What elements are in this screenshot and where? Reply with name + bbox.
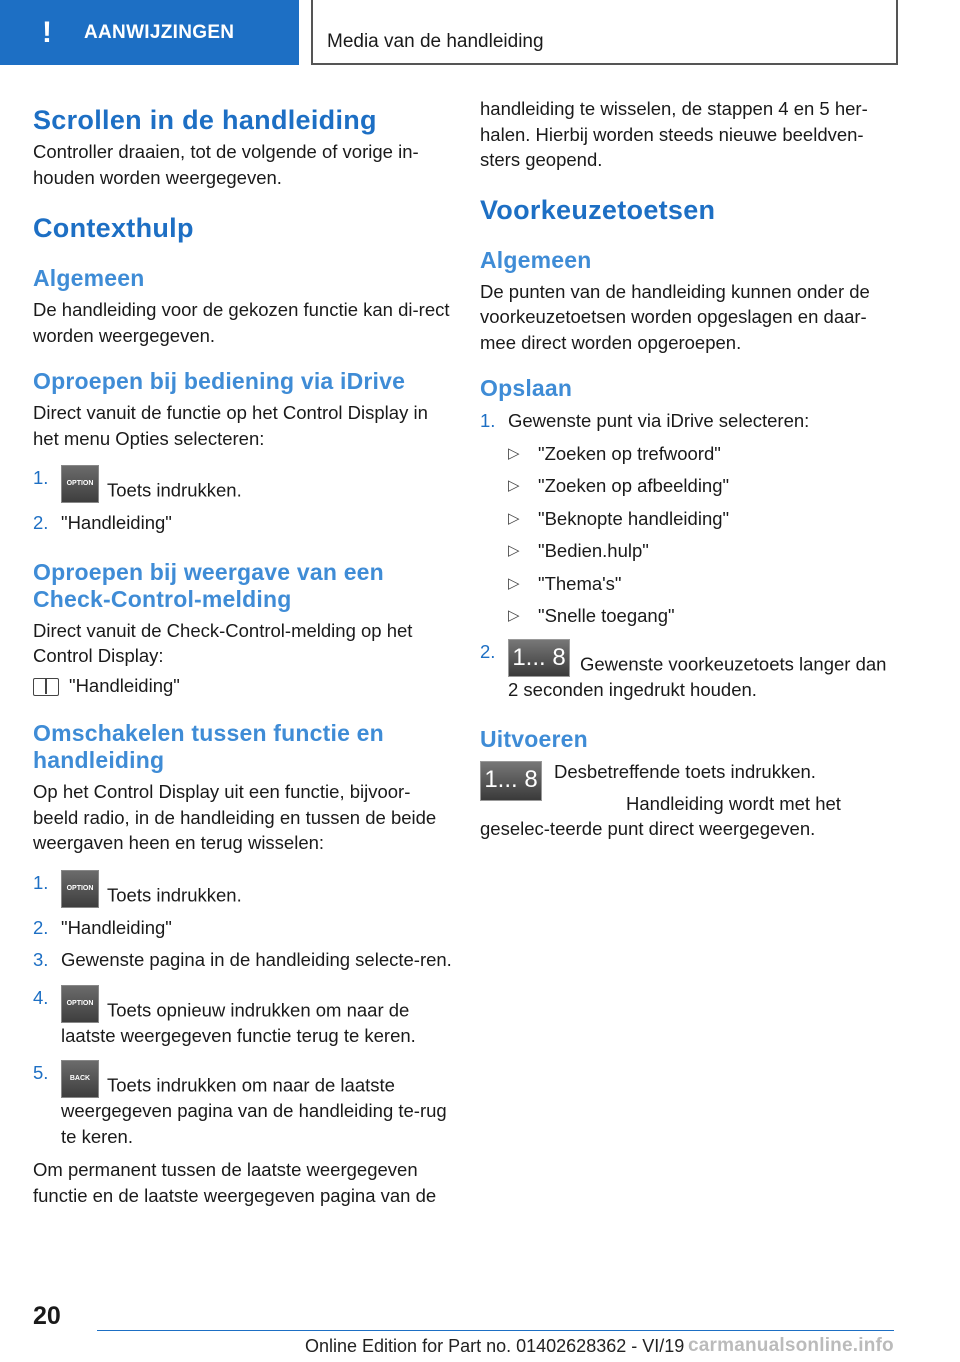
check-control-item: "Handleiding" [33, 673, 453, 699]
switch-heading: Omschakelen tussen functie en handleiding [33, 720, 384, 773]
opslaan-heading: Opslaan [480, 375, 573, 401]
idrive-heading: Oproepen bij bediening via iDrive [33, 368, 406, 394]
footer-divider [97, 1330, 894, 1331]
right-column [480, 96, 900, 842]
list-item: 1. Gewenste punt via iDrive selecteren: [480, 410, 810, 431]
uitvoeren-heading: Uitvoeren [480, 726, 588, 752]
chapter-title: Media van de handleiding [327, 31, 544, 52]
list-item: 3. Gewenste pagina in de handleiding selecte-ren. [33, 949, 452, 970]
voorkeuze-heading: Voorkeuzetoetsen [480, 194, 716, 225]
opslaan-steps [480, 408, 900, 702]
scrollen-text: Controller draaien, tot de volgende of vorige in-houden worden weergegeven. [33, 141, 419, 188]
option-button-icon: OPTION [61, 465, 99, 503]
scrollen-heading: Scrollen in de handleiding [33, 105, 377, 135]
triangle-icon: ▷ [508, 477, 520, 494]
triangle-icon: ▷ [508, 574, 520, 592]
option-button-icon: OPTION [61, 870, 99, 908]
section-tab [0, 0, 299, 65]
permanent-text: Om permanent tussen de laatste weergegeven functie en de laatste weergegeven pagina van de [33, 1159, 437, 1206]
check-control-heading: Oproepen bij weergave van een Check-Control-melding [33, 558, 384, 612]
uitvoeren-line1: Desbetreffende toets indrukken. [554, 761, 816, 782]
triangle-icon: ▷ [508, 607, 520, 624]
section-title: AANWIJZINGEN [84, 21, 235, 43]
back-button-icon: BACK [61, 1060, 99, 1098]
option-button-icon: OPTION [61, 985, 99, 1023]
warning-icon: ! [42, 15, 52, 49]
list-item: 4. OPTION Toets opnieuw indrukken om naar de laatste weergegeven functie terug te keren. [33, 986, 416, 1046]
edition-text: Online Edition for Part no. 01402628362 - VI/19 [305, 1336, 685, 1356]
algemeen-heading-right: Algemeen [480, 246, 592, 273]
page-number: 20 [33, 1302, 61, 1330]
list-item: 2. "Handleiding" [33, 916, 172, 938]
uitvoeren-line2: Handleiding wordt met het geselec-teerde punt direct weergegeven. [480, 792, 841, 839]
uitvoeren-block [480, 759, 900, 842]
list-item: 5. BACK Toets indrukken om naar de laatste weergegeven pagina van de handleiding te-rug te keren. [33, 1062, 447, 1147]
preset-keys-icon: 1... 8 [480, 761, 542, 801]
list-item: 1. OPTION Toets indrukken. [33, 465, 453, 503]
algemeen-text-right: De punten van de handleiding kunnen onder de voorkeuzetoetsen worden opgeslagen en daar-mee direct worden opgeroepen. [480, 280, 870, 353]
list-item: 1. OPTION Toets indrukken. [33, 870, 453, 908]
idrive-text: Direct vanuit de functie op het Control Display in het menu Opties selecteren: [33, 402, 428, 449]
sub-item: ▷ "Thema's" [480, 571, 900, 597]
check-control-text: Direct vanuit de Check-Control-melding op het Control Display: [33, 619, 413, 666]
idrive-steps [33, 465, 453, 536]
sub-item: ▷ "Snelle toegang" [480, 603, 900, 629]
contexthulp-heading: Contexthulp [33, 213, 194, 243]
watermark: carmanualsonline.info [688, 1335, 894, 1356]
left-column [33, 96, 453, 1208]
sub-item: ▷ "Zoeken op afbeelding" [480, 473, 900, 499]
list-item: 2. "Handleiding" [33, 512, 172, 533]
list-item: 2. 1... 8 Gewenste voorkeuzetoets langer dan 2 seconden ingedrukt houden. [480, 640, 887, 700]
preset-keys-icon: 1... 8 [508, 639, 570, 677]
triangle-icon: ▷ [508, 444, 520, 462]
continued-text: handleiding te wisselen, de stappen 4 en 5 her-halen. Hierbij worden steeds nieuwe beeldven-sters geopend. [480, 98, 868, 170]
chapter-header [311, 0, 898, 65]
algemeen-text: De handleiding voor de gekozen functie kan di-rect worden weergegeven. [33, 299, 450, 346]
switch-text: Op het Control Display uit een functie, bijvoor-beeld radio, in de handleiding en tussen de beide weergaven heen en terug wisselen: [33, 781, 437, 853]
sub-item: ▷ "Zoeken op trefwoord" [480, 441, 900, 467]
triangle-icon: ▷ [508, 542, 520, 559]
sub-item: ▷ "Beknopte handleiding" [480, 506, 900, 532]
switch-steps [33, 870, 453, 1150]
book-icon [33, 678, 59, 696]
triangle-icon: ▷ [508, 509, 520, 527]
sub-item: ▷ "Bedien.hulp" [480, 538, 900, 564]
algemeen-heading: Algemeen [33, 265, 145, 291]
